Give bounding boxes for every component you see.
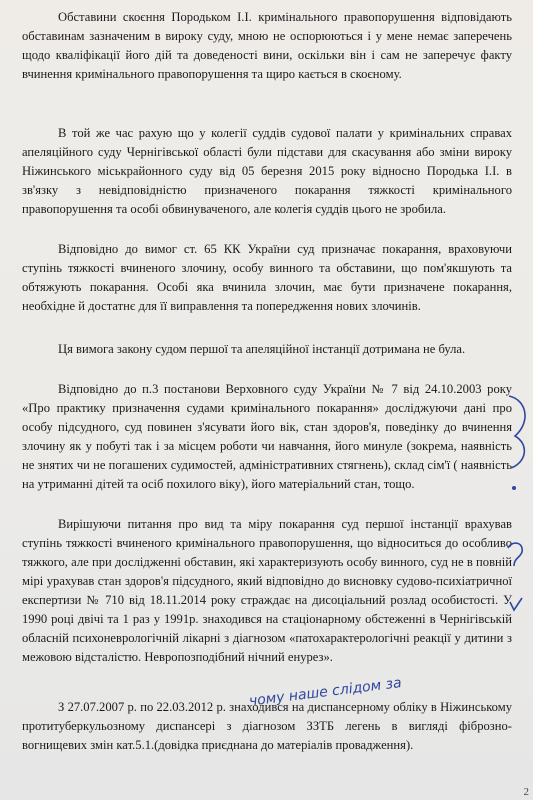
paragraph-supreme-court-resolution: Відповідно до п.3 постанови Верховного суду України № 7 від 24.10.2003 року «Про практику призначення судами кримінального покарання» досліджуючи дані про особу підсудного, суд повинен з'ясувати його вік, стан здоров'я, поведінку до вчинення злочину як у побуті так і за місцем роботи чи навчання, його минуле (зокрема, наявність не знятих чи не погашених судимостей, адміністративних стягнень), склад сім'ї ( наявність на утриманні дітей та осіб похилого віку), його матеріальний стан, тощо. [22, 382, 512, 491]
paragraph-dispensary-record: З 27.07.2007 р. по 22.03.2012 р. знаходився на диспансерному обліку в Ніжинському протитуберкульозному диспансері з діагнозом ЗЗТБ легень в вигляді фіброзно-вогнищевих змін кат.5.1.(довідка приєднана до матеріалів провадження). [22, 700, 512, 752]
paragraph-appeal-grounds: В той же час рахую що у колегії суддів судової палати у кримінальних справах апеляційного суду Чернігівської області були підстави для скасування або зміни вироку Ніжинського міськрайонного суду від 05 березня 2015 року відносно Породька І.І. в зв'язку з невідповідністю призначеного покарання тяжкості кримінального правопорушення та особі обвинуваченого, але колегія суддів цього не зробила. [22, 126, 512, 216]
margin-dot-mark [510, 484, 518, 492]
paragraph-article-65: Відповідно до вимог ст. 65 КК України суд призначає покарання, враховуючи ступінь тяжкості вчиненого злочину, особу винного та обставини, що пом'якшують та обтяжують покарання. Особі яка вчинила злочин, має бути призначене покарання, необхідне й достатнє для її виправлення та попередження нових злочинів. [22, 242, 512, 313]
margin-bracket-mark [505, 392, 533, 472]
margin-question-mark [504, 540, 528, 574]
paragraph-requirement-not-met: Ця вимога закону судом першої та апеляційної інстанції дотримана не була. [58, 342, 466, 356]
page-number: 2 [523, 786, 529, 798]
paragraph-circumstances: Обставини скоєння Породьком І.І. кримінального правопорушення відповідають обставинам зазначеним в вироку суду, мною не оспорюються і у мене немає заперечень щодо кваліфікації його дій та доведеності вини, оскільки він і сам не заперечує факту вчинення кримінального правопорушення та щиро кається в скоєному. [22, 10, 512, 81]
margin-check-mark [508, 596, 524, 614]
handwritten-note: чому наше слідом за [248, 675, 403, 710]
paragraph-health-condition: Вирішуючи питання про вид та міру покарання суд першої інстанції врахував ступінь тяжкості вчиненого кримінального правопорушення, що відноситься до особливо тяжкого, але при дослідженні обставин, які характеризують особу винного, суд не в повній мірі урахував стан здоров'я підсудного, який відповідно до висновку судово-психіатричної експертизи № 710 від 18.11.2014 року страждає на дисоціальний розлад особистості. У 1990 році двічі та 1 раз у 1991р. знаходився на стаціонарному обстеженні в Чернігівській обласній психоневрологічній лікарні з діагнозом «патохарактерологічні реакції у дитини з межовою відсталістю. Невропозподібний нічний енурез». [22, 517, 512, 664]
